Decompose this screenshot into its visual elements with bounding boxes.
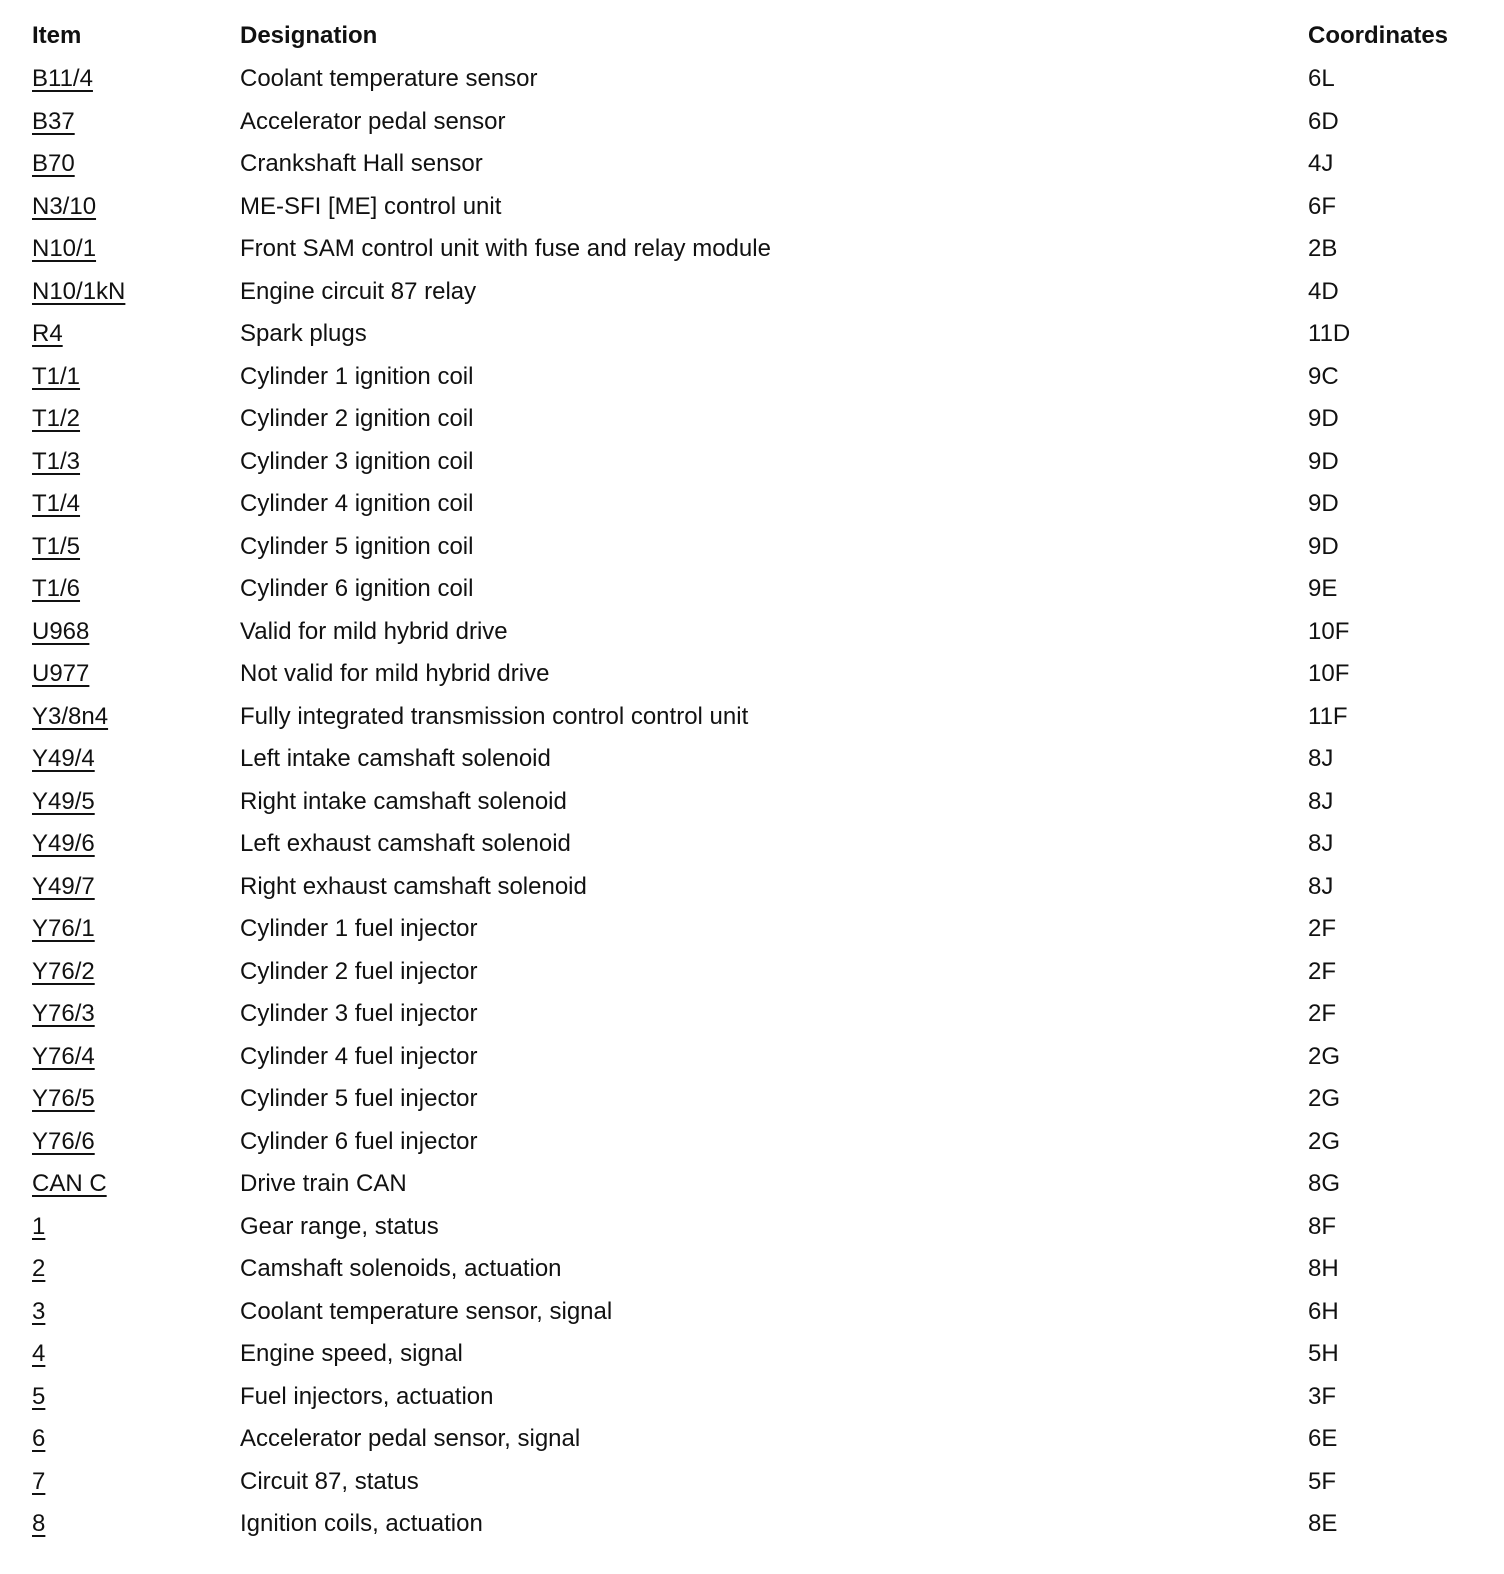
item-link[interactable]: 1: [32, 1212, 46, 1240]
item-cell: [24, 398, 232, 441]
designation-cell: ME-SFI [ME] control unit: [240, 192, 502, 220]
coordinates-cell: 2G: [1308, 1085, 1341, 1112]
table-row: [24, 696, 1464, 739]
item-cell: [24, 441, 232, 484]
coordinates-cell: 5F: [1308, 1467, 1337, 1495]
table-row: [24, 101, 1464, 144]
header-item: Item: [32, 22, 82, 49]
designation-cell: Not valid for mild hybrid drive: [240, 660, 550, 687]
item-cell: [24, 738, 232, 781]
item-link[interactable]: 8: [32, 1510, 46, 1537]
designation-cell: Crankshaft Hall sensor: [240, 150, 483, 177]
item-cell: [24, 58, 232, 101]
coordinates-cell: 2F: [1308, 1000, 1337, 1027]
table-row: [24, 1121, 1464, 1164]
coordinates-cell: 9D: [1308, 532, 1339, 560]
item-cell: [24, 1376, 232, 1419]
table-row: [24, 1206, 1464, 1249]
coordinates-cell: 6H: [1308, 1297, 1339, 1325]
table-row: [24, 781, 1464, 824]
designation-cell: Cylinder 5 fuel injector: [240, 1085, 478, 1112]
item-link[interactable]: CAN C: [32, 1170, 107, 1197]
designation-cell: Camshaft solenoids, actuation: [240, 1255, 562, 1282]
designation-cell: Cylinder 6 fuel injector: [240, 1127, 478, 1155]
table-row: [24, 823, 1464, 866]
designation-cell: Drive train CAN: [240, 1170, 407, 1197]
table-row: [24, 1291, 1464, 1334]
coordinates-cell: 4J: [1308, 150, 1334, 177]
header-row: [24, 14, 1464, 58]
table-row: [24, 228, 1464, 271]
designation-cell: Cylinder 4 ignition coil: [240, 490, 474, 517]
item-cell: [24, 483, 232, 526]
table-row: [24, 1461, 1464, 1504]
item-cell: [24, 143, 232, 186]
legend-body: [24, 58, 1464, 1546]
table-row: [24, 1078, 1464, 1121]
item-link[interactable]: B37: [32, 107, 75, 135]
designation-cell: Valid for mild hybrid drive: [240, 617, 508, 645]
coordinates-cell: 10F: [1308, 660, 1350, 687]
table-row: [24, 951, 1464, 994]
coordinates-cell: 11F: [1308, 702, 1348, 730]
item-link[interactable]: Y76/5: [32, 1085, 95, 1112]
coordinates-cell: 6F: [1308, 192, 1337, 220]
item-link[interactable]: Y49/4: [32, 745, 95, 772]
coordinates-cell: 2F: [1308, 915, 1337, 942]
item-cell: [24, 823, 232, 866]
item-link[interactable]: N10/1kN: [32, 277, 126, 305]
designation-cell: Cylinder 3 fuel injector: [240, 1000, 478, 1027]
coordinates-cell: 9D: [1308, 447, 1339, 475]
table-row: [24, 58, 1464, 101]
item-cell: [24, 1036, 232, 1079]
designation-cell: Left exhaust camshaft solenoid: [240, 830, 571, 857]
item-link[interactable]: Y76/2: [32, 957, 95, 985]
item-cell: [24, 1163, 232, 1206]
coordinates-cell: 9D: [1308, 490, 1339, 517]
coordinates-cell: 8J: [1308, 745, 1334, 772]
item-cell: [24, 781, 232, 824]
item-cell: [24, 1418, 232, 1461]
item-cell: [24, 228, 232, 271]
coordinates-cell: 11D: [1308, 320, 1351, 347]
table-row: [24, 526, 1464, 569]
designation-cell: Cylinder 4 fuel injector: [240, 1042, 478, 1070]
coordinates-cell: 8J: [1308, 787, 1334, 815]
coordinates-cell: 2B: [1308, 235, 1338, 262]
item-cell: [24, 951, 232, 994]
item-link[interactable]: T1/3: [32, 447, 81, 475]
item-cell: [24, 568, 232, 611]
item-cell: [24, 908, 232, 951]
coordinates-cell: 8J: [1308, 830, 1334, 857]
designation-cell: Fully integrated transmission control control unit: [240, 702, 749, 730]
item-link[interactable]: N3/10: [32, 192, 97, 220]
item-link[interactable]: 2: [32, 1255, 46, 1282]
designation-cell: Accelerator pedal sensor: [240, 107, 506, 135]
item-cell: [24, 696, 232, 739]
item-link[interactable]: 7: [32, 1467, 46, 1495]
item-link[interactable]: 6: [32, 1425, 46, 1452]
item-link[interactable]: B11/4: [32, 65, 93, 92]
table-row: [24, 1163, 1464, 1206]
coordinates-cell: 8G: [1308, 1170, 1341, 1197]
item-cell: [24, 313, 232, 356]
designation-cell: Cylinder 3 ignition coil: [240, 447, 474, 475]
table-row: [24, 271, 1464, 314]
coordinates-cell: 9D: [1308, 405, 1339, 432]
item-link[interactable]: 5: [32, 1382, 46, 1410]
coordinates-cell: 6E: [1308, 1425, 1338, 1452]
item-link[interactable]: Y76/4: [32, 1042, 95, 1070]
table-row: [24, 611, 1464, 654]
designation-cell: Circuit 87, status: [240, 1467, 419, 1495]
designation-cell: Engine circuit 87 relay: [240, 277, 477, 305]
designation-cell: Cylinder 1 ignition coil: [240, 362, 474, 390]
coordinates-cell: 9C: [1308, 362, 1339, 390]
item-link[interactable]: U977: [32, 660, 90, 687]
designation-cell: Engine speed, signal: [240, 1340, 463, 1367]
designation-cell: Cylinder 6 ignition coil: [240, 575, 474, 602]
coordinates-cell: 2G: [1308, 1042, 1341, 1070]
item-cell: [24, 866, 232, 909]
item-cell: [24, 1461, 232, 1504]
item-cell: [24, 1291, 232, 1334]
designation-cell: Cylinder 5 ignition coil: [240, 532, 474, 560]
item-link[interactable]: Y76/6: [32, 1127, 95, 1155]
table-row: [24, 313, 1464, 356]
designation-cell: Right exhaust camshaft solenoid: [240, 872, 587, 900]
item-cell: [24, 653, 232, 696]
item-cell: [24, 1503, 232, 1546]
item-link[interactable]: Y3/8n4: [32, 702, 109, 730]
item-cell: [24, 1248, 232, 1291]
table-row: [24, 993, 1464, 1036]
coordinates-cell: 8E: [1308, 1510, 1338, 1537]
item-link[interactable]: N10/1: [32, 235, 97, 262]
coordinates-cell: 8J: [1308, 872, 1334, 900]
designation-cell: Right intake camshaft solenoid: [240, 787, 567, 815]
item-link[interactable]: U968: [32, 617, 90, 645]
table-row: [24, 186, 1464, 229]
coordinates-cell: 8H: [1308, 1255, 1339, 1282]
item-link[interactable]: Y76/1: [32, 915, 95, 942]
designation-cell: Accelerator pedal sensor, signal: [240, 1425, 581, 1452]
designation-cell: Cylinder 1 fuel injector: [240, 915, 478, 942]
item-cell: [24, 1121, 232, 1164]
item-link[interactable]: Y49/5: [32, 787, 95, 815]
coordinates-cell: 3F: [1308, 1382, 1337, 1410]
designation-cell: Coolant temperature sensor: [240, 65, 538, 92]
table-row: [24, 441, 1464, 484]
item-link[interactable]: Y49/6: [32, 830, 95, 857]
coordinates-cell: 6L: [1308, 65, 1335, 92]
item-link[interactable]: T1/2: [32, 405, 81, 432]
coordinates-cell: 5H: [1308, 1340, 1339, 1367]
coordinates-cell: 9E: [1308, 575, 1338, 602]
designation-cell: Fuel injectors, actuation: [240, 1382, 494, 1410]
item-cell: [24, 611, 232, 654]
table-row: [24, 143, 1464, 186]
designation-cell: Ignition coils, actuation: [240, 1510, 483, 1537]
item-link[interactable]: T1/6: [32, 575, 81, 602]
item-link[interactable]: T1/5: [32, 532, 81, 560]
table-row: [24, 653, 1464, 696]
coordinates-cell: 10F: [1308, 617, 1350, 645]
item-link[interactable]: Y76/3: [32, 1000, 95, 1027]
item-link[interactable]: R4: [32, 320, 63, 347]
coordinates-cell: 4D: [1308, 277, 1339, 305]
header-coordinates: Coordinates: [1308, 22, 1449, 49]
coordinates-cell: 2F: [1308, 957, 1337, 985]
table-row: [24, 568, 1464, 611]
item-link[interactable]: 3: [32, 1297, 46, 1325]
designation-cell: Coolant temperature sensor, signal: [240, 1297, 613, 1325]
item-cell: [24, 356, 232, 399]
coordinates-cell: 2G: [1308, 1127, 1341, 1155]
item-link[interactable]: Y49/7: [32, 872, 95, 900]
designation-cell: Cylinder 2 ignition coil: [240, 405, 474, 432]
item-cell: [24, 271, 232, 314]
item-cell: [24, 186, 232, 229]
table-row: [24, 1503, 1464, 1546]
item-link[interactable]: B70: [32, 150, 75, 177]
component-legend-table: [24, 14, 1464, 1546]
table-row: [24, 908, 1464, 951]
coordinates-cell: 8F: [1308, 1212, 1337, 1240]
item-cell: [24, 1206, 232, 1249]
designation-cell: Left intake camshaft solenoid: [240, 745, 551, 772]
item-link[interactable]: 4: [32, 1340, 46, 1367]
table-row: [24, 1376, 1464, 1419]
item-cell: [24, 101, 232, 144]
item-cell: [24, 1078, 232, 1121]
item-cell: [24, 526, 232, 569]
table-row: [24, 483, 1464, 526]
designation-cell: Spark plugs: [240, 320, 367, 347]
table-row: [24, 738, 1464, 781]
table-row: [24, 356, 1464, 399]
coordinates-cell: 6D: [1308, 107, 1339, 135]
table-row: [24, 1036, 1464, 1079]
item-link[interactable]: T1/1: [32, 362, 81, 390]
table-row: [24, 1248, 1464, 1291]
item-cell: [24, 1333, 232, 1376]
designation-cell: Gear range, status: [240, 1212, 439, 1240]
header-designation: Designation: [240, 22, 378, 49]
table-row: [24, 1333, 1464, 1376]
item-link[interactable]: T1/4: [32, 490, 81, 517]
table-row: [24, 398, 1464, 441]
item-cell: [24, 993, 232, 1036]
designation-cell: Cylinder 2 fuel injector: [240, 957, 478, 985]
table-row: [24, 866, 1464, 909]
table-row: [24, 1418, 1464, 1461]
designation-cell: Front SAM control unit with fuse and relay module: [240, 235, 771, 262]
